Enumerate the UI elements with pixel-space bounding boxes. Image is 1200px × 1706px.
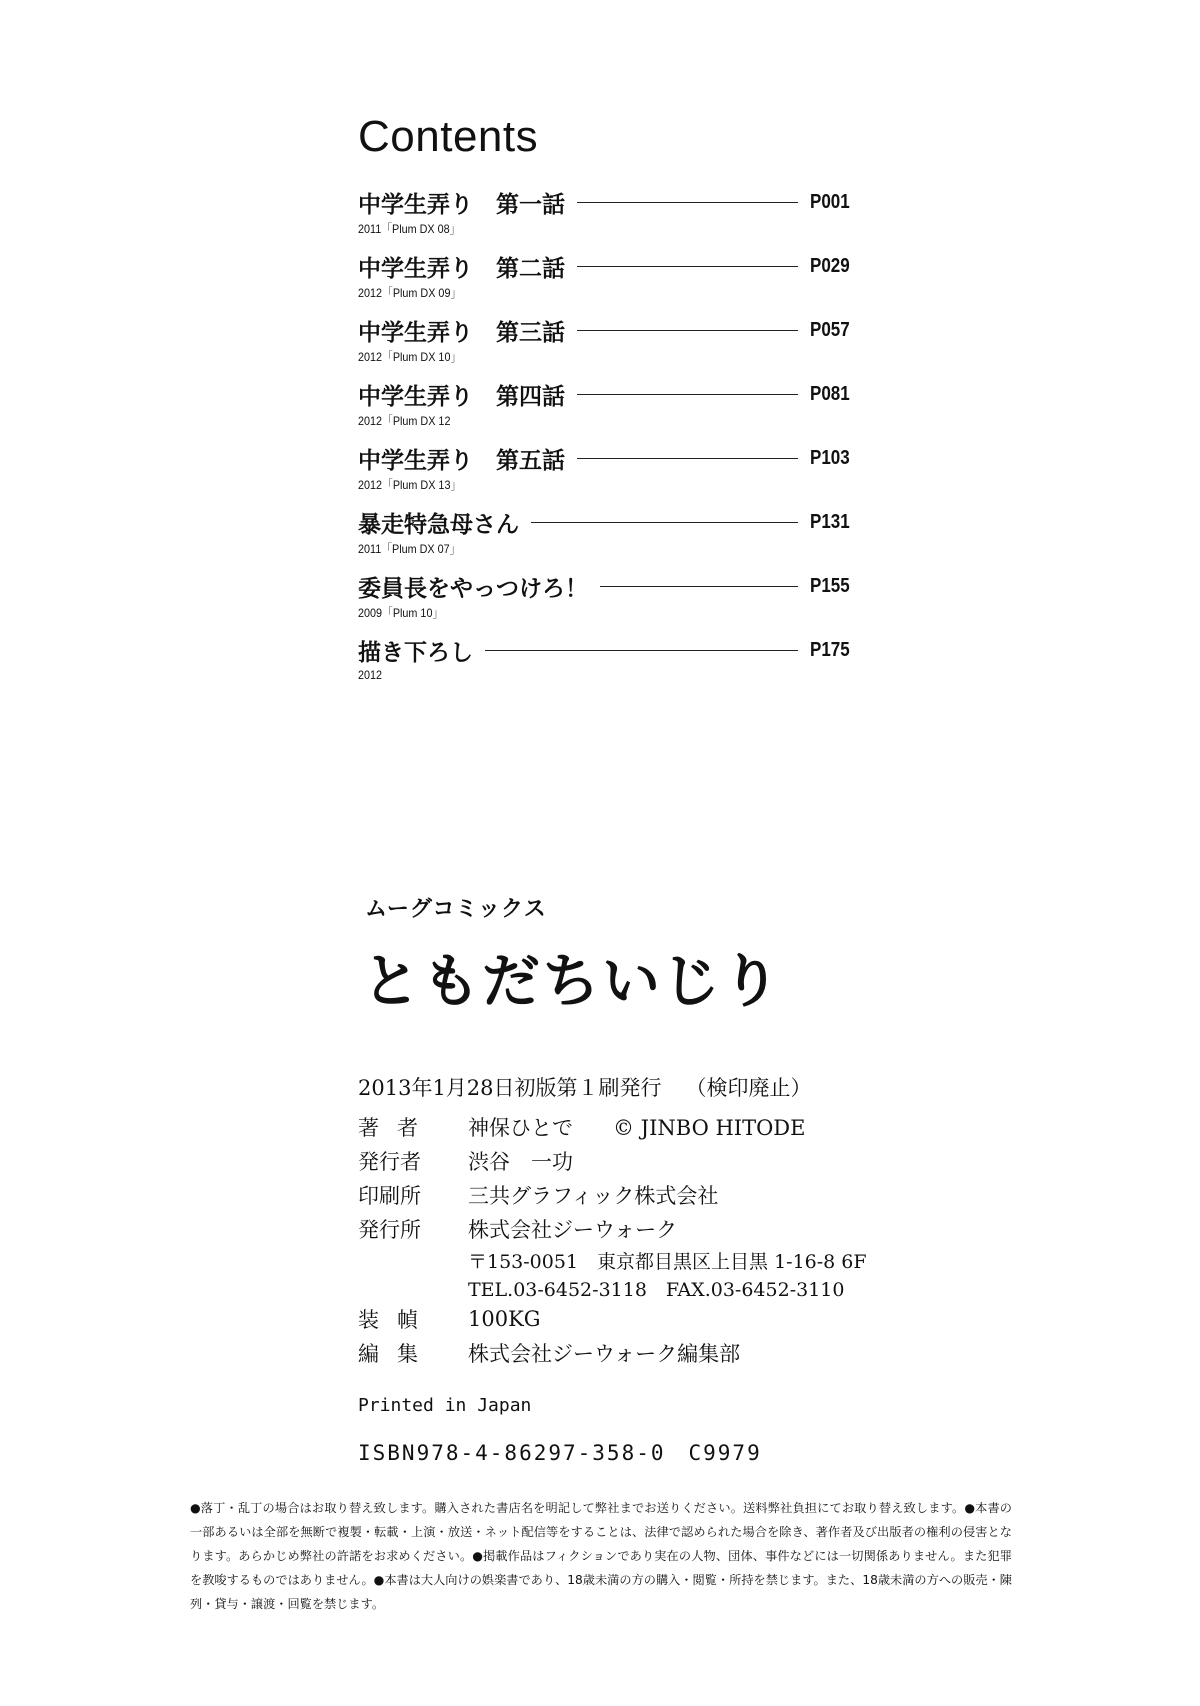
book-title: ともだちいじり	[362, 947, 783, 1015]
toc-entry	[358, 570, 858, 634]
toc-title: 中学生弄り 第二話	[358, 255, 565, 282]
edition-date: 2013年1月28日初版第１刷発行	[358, 1076, 662, 1100]
toc-title-row	[358, 634, 858, 666]
toc-source: 2009「Plum 10」	[358, 606, 444, 620]
toc-leader-line	[485, 650, 798, 651]
printer-value: 三共グラフィック株式会社	[468, 1184, 719, 1208]
copyright-notice: © JINBO HITODE	[613, 1116, 806, 1140]
design-key: 装幀	[358, 1308, 436, 1332]
toc-page-number: P057	[810, 318, 850, 341]
toc-page-number: P001	[810, 190, 850, 213]
contents-heading: Contents	[358, 112, 539, 161]
toc-title-row	[358, 250, 858, 282]
toc-title-row	[358, 378, 858, 410]
imprint-label: ムーグコミックス	[365, 897, 547, 922]
table-of-contents	[358, 186, 858, 698]
toc-page-number: P155	[810, 574, 850, 597]
address-value: 〒153-0051 東京都目黒区上目黒 1-16-8 6F	[468, 1250, 867, 1273]
toc-source: 2012「Plum DX 13」	[358, 478, 462, 492]
toc-title-row	[358, 506, 858, 538]
editor-value: 株式会社ジーウォーク編集部	[468, 1342, 741, 1366]
colophon-row-author	[358, 1110, 867, 1144]
toc-entry	[358, 442, 858, 506]
colophon-block	[358, 1072, 867, 1370]
author-key: 著者	[358, 1116, 436, 1140]
toc-page-number: P175	[810, 638, 850, 661]
toc-entry	[358, 250, 858, 314]
toc-title-row	[358, 314, 858, 346]
toc-source: 2011「Plum DX 08」	[358, 222, 461, 236]
toc-page-number: P081	[810, 382, 850, 405]
toc-entry	[358, 378, 858, 442]
printed-in: Printed in Japan	[358, 1395, 532, 1416]
colophon-row-house	[358, 1212, 867, 1246]
house-key: 発行所	[358, 1218, 421, 1242]
isbn: ISBN978-4-86297-358-0 C9979	[358, 1441, 762, 1465]
toc-leader-line	[577, 202, 798, 203]
author-name: 神保ひとで	[468, 1116, 573, 1140]
toc-page-number: P131	[810, 510, 850, 533]
design-value: 100KG	[468, 1307, 541, 1331]
toc-title: 中学生弄り 第三話	[358, 319, 565, 346]
toc-leader-line	[600, 586, 798, 587]
colophon-row-tel	[358, 1274, 867, 1302]
house-value: 株式会社ジーウォーク	[468, 1218, 678, 1242]
toc-leader-line	[577, 330, 798, 331]
toc-title-row	[358, 442, 858, 474]
toc-title: 描き下ろし	[358, 639, 473, 666]
edition-note: （検印廃止）	[685, 1076, 812, 1100]
toc-source: 2011「Plum DX 07」	[358, 542, 461, 556]
toc-title: 暴走特急母さん	[358, 511, 519, 538]
toc-entry	[358, 634, 858, 698]
colophon-row-address	[358, 1246, 867, 1274]
colophon-row-design	[358, 1302, 867, 1336]
toc-entry	[358, 314, 858, 378]
toc-entry	[358, 186, 858, 250]
toc-leader-line	[531, 522, 798, 523]
publisher-key: 発行者	[358, 1150, 421, 1174]
editor-key: 編集	[358, 1342, 436, 1366]
edition-line	[358, 1072, 867, 1102]
toc-title-row	[358, 186, 858, 218]
toc-leader-line	[577, 266, 798, 267]
toc-page-number: P029	[810, 254, 850, 277]
toc-title: 委員長をやっつけろ！	[358, 575, 588, 602]
legal-notice: ●落丁・乱丁の場合はお取り替え致します。購入された書店名を明記して弊社までお送りください。送料弊社負担にてお取り替え致します。●本書の一部あるいは全部を無断で複製・転載・上演・放送・ネット配信等をすることは、法律で認められた場合を除き、著作者及び出版者の権利の侵害となります。あらかじめ弊社の許諾をお求めください。●掲載作品はフィクションであり実在の人物、団体、事件などには一切関係ありません。また犯罪を教唆するものではありません。●本書は大人向けの娯楽書であり、18歳未満の方の購入・閲覧・所持を禁じます。また、18歳未満の方への販売・陳列・貸与・譲渡・回覧を禁じます。	[190, 1501, 1012, 1611]
toc-leader-line	[577, 458, 798, 459]
toc-leader-line	[577, 394, 798, 395]
toc-source: 2012「Plum DX 09」	[358, 286, 462, 300]
tel-value: TEL.03-6452-3118 FAX.03-6452-3110	[468, 1278, 845, 1301]
toc-source: 2012「Plum DX 12	[358, 414, 451, 428]
toc-source: 2012	[358, 668, 383, 682]
publisher-value: 渋谷 一功	[468, 1150, 573, 1174]
toc-title-row	[358, 570, 858, 602]
colophon-row-publisher	[358, 1144, 867, 1178]
toc-page-number: P103	[810, 446, 850, 469]
toc-source: 2012「Plum DX 10」	[358, 350, 462, 364]
author-value	[468, 1112, 805, 1142]
colophon-row-editor	[358, 1336, 867, 1370]
toc-title: 中学生弄り 第四話	[358, 383, 565, 410]
printer-key: 印刷所	[358, 1184, 421, 1208]
toc-entry	[358, 506, 858, 570]
toc-title: 中学生弄り 第五話	[358, 447, 565, 474]
toc-title: 中学生弄り 第一話	[358, 191, 565, 218]
colophon-row-printer	[358, 1178, 867, 1212]
